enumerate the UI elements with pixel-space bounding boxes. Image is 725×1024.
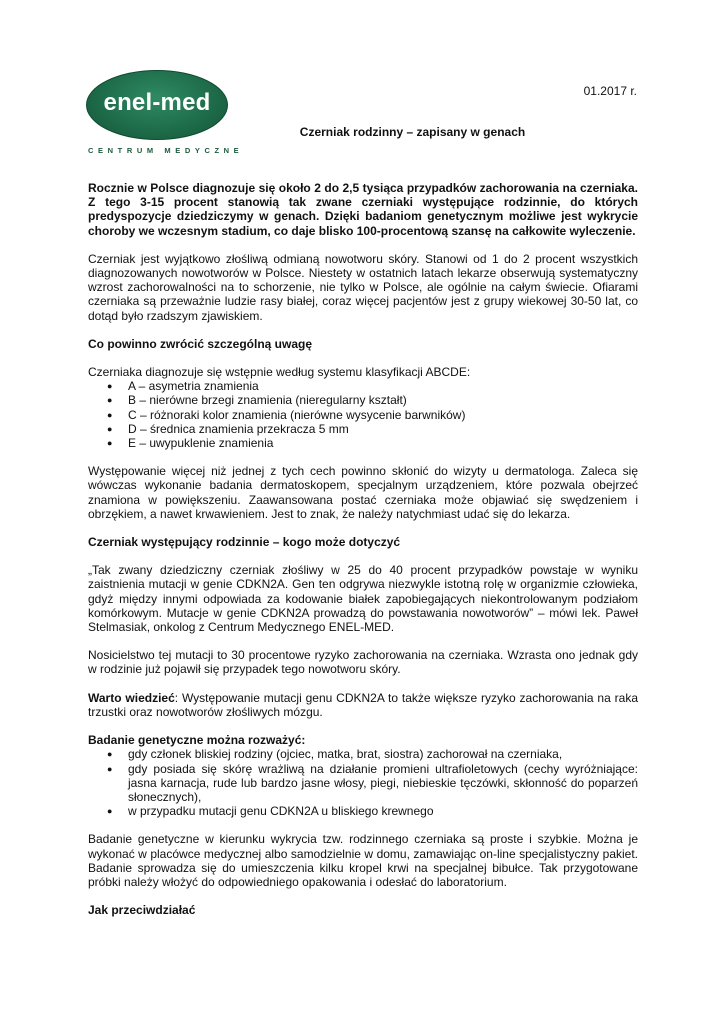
list-item: ● E – uwypuklenie znamienia — [128, 436, 638, 450]
list-item: ● gdy członek bliskiej rodziny (ojciec, matka, brat, siostra) zachorował na czerniaka, — [128, 747, 638, 761]
paragraph-abcde-intro: Czerniaka diagnozuje się wstępnie według systemu klasyfikacji ABCDE: — [88, 365, 471, 380]
heading-prevention: Jak przeciwdziałać — [88, 903, 196, 918]
heading-attention: Co powinno zwrócić szczególną uwagę — [88, 336, 313, 351]
worth-knowing-label: Warto wiedzieć — [88, 690, 175, 705]
list-item: ● D – średnica znamienia przekracza 5 mm — [128, 422, 638, 436]
document-title: Czerniak rodzinny – zapisany w genach — [299, 125, 526, 139]
document-body — [88, 181, 638, 931]
consider-list — [88, 747, 638, 818]
document-date: 01.2017 r. — [583, 84, 637, 98]
enel-med-logo — [86, 70, 244, 155]
paragraph-carrier: Nosicielstwo tej mutacji to 30 procentowe ryzyko zachorowania na czerniaka. Wzrasta ono jednak gdy w rodzinie już pojawił się przypadek tego nowotworu skóry. — [88, 648, 638, 677]
list-item: ● gdy posiada się skórę wrażliwą na działanie promieni ultrafioletowych (cechy wyróżniające: jasna karnacja, rude lub bardzo jasne włosy, piegi, niebieskie tęczówki, skłonność do poparzeń słonecznych), — [128, 762, 638, 805]
logo-name: enel-med — [103, 89, 211, 116]
abcde-list — [88, 379, 638, 450]
paragraph-worth-knowing — [88, 691, 638, 719]
list-item: ● A – asymetria znamienia — [128, 379, 638, 393]
paragraph-quote: „Tak zwany dziedziczny czerniak złośliwy w 25 do 40 procent przypadków powstaje w wyniku zaistnienia mutacji w genie CDKN2A. Gen ten odgrywa niezwykle istotną rolę w organizmie człowieka, gdyż między innymi odpowiada za kodowanie białek zapobiegających niekontrolowanym podziałom komórkowym. Mutacje w genie CDKN2A prowadzą do powstawania nowotworów” – mówi lek. Paweł Stelmasiak, onkolog z Centrum Medycznego ENEL-MED. — [88, 563, 638, 635]
paragraph-melanoma-intro: Czerniak jest wyjątkowo złośliwą odmianą nowotworu skóry. Stanowi od 1 do 2 procent wszystkich diagnozowanych nowotworów w Polsce. Niestety w ostatnich latach lekarze obserwują systematyczny wzrost zachorowalności na to schorzenie, nie tylko w Polsce, ale ogólnie na całym świecie. Ofiarami czerniaka są przeważnie ludzie rasy białej, coraz więcej pacjentów jest z grupy wiekowej 30-50 lat, co dotąd było rzadszym zjawiskiem. — [88, 251, 638, 323]
lead-paragraph: Rocznie w Polsce diagnozuje się około 2 do 2,5 tysiąca przypadków zachorowania na czerniaka. Z tego 3-15 procent stanowią tak zwane czerniaki występujące rodzinnie, do których predyspozycje dziedziczymy w genach. Dzięki badaniom genetycznym możliwe jest wykrycie choroby we wczesnym stadium, co daje blisko 100-procentową szansę na całkowite wyleczenie. — [88, 181, 638, 238]
paragraph-test-procedure: Badanie genetyczne w kierunku wykrycia tzw. rodzinnego czerniaka są proste i szybkie. Można je wykonać w placówce medycznej albo samodzielnie w domu, zamawiając on-line specjalistyczny pakiet. Badanie sprowadza się do umieszczenia kilku kropel krwi na specjalnej bibułce. Tak przygotowane próbki należy włożyć do odpowiedniego opakowania i odesłać do laboratorium. — [88, 832, 638, 889]
list-item: ● B – nierówne brzegi znamienia (nieregularny kształt) — [128, 393, 638, 407]
logo-subtitle: CENTRUM MEDYCZNE — [88, 146, 244, 155]
paragraph-dermatologist: Występowanie więcej niż jednej z tych cech powinno skłonić do wizyty u dermatologa. Zaleca się wówczas wykonanie badania dermatoskopem, specjalnym urządzeniem, które pozwala obejrzeć znamiona w powiększeniu. Zaawansowana postać czerniaka może objawiać się swędzeniem i obrzękiem, a nawet krwawieniem. Jest to znak, że należy natychmiast udać się do lekarza. — [88, 464, 638, 521]
heading-familial: Czerniak występujący rodzinnie – kogo może dotyczyć — [88, 535, 401, 550]
worth-knowing-text: : Występowanie mutacji genu CDKN2A to także większe ryzyko zachorowania na raka trzustki oraz nowotworów złośliwych mózgu. — [88, 690, 638, 719]
heading-genetic-test: Badanie genetyczne można rozważyć: — [88, 733, 306, 748]
list-item: ● C – różnoraki kolor znamienia (nierówne wysycenie barwników) — [128, 408, 638, 422]
list-item: ● w przypadku mutacji genu CDKN2A u bliskiego krewnego — [128, 804, 638, 818]
